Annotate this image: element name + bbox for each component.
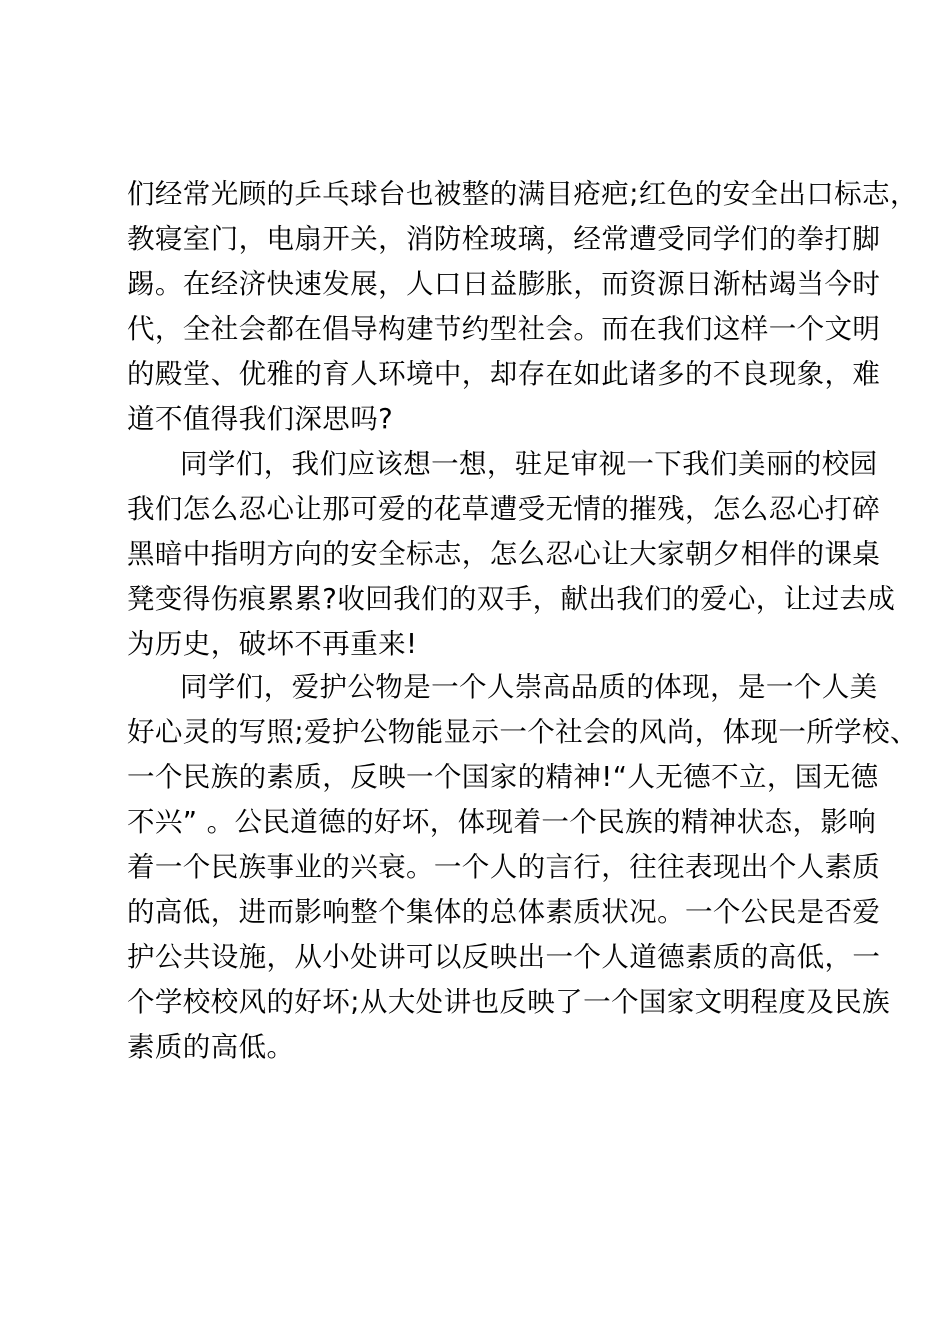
paragraph-1-line-4: 代，全社会都在倡导构建节约型社会。而在我们这样一个文明 [127,313,881,345]
paragraph-1-line-2: 教寝室门，电扇开关，消防栓玻璃，经常遭受同学们的拳打脚 [127,223,881,255]
paragraph-3-line-5: 着一个民族事业的兴衰。一个人的言行，往往表现出个人素质 [127,851,881,883]
paragraph-1-line-6: 道不值得我们深思吗? [127,403,394,435]
paragraph-2-line-3: 黑暗中指明方向的安全标志，怎么忍心让大家朝夕相伴的课桌 [127,538,881,570]
paragraph-1-line-5: 的殿堂、优雅的育人环境中，却存在如此诸多的不良现象，难 [127,358,881,390]
paragraph-2-line-5: 为历史，破坏不再重来! [127,628,418,660]
paragraph-3-line-8: 个学校校风的好坏;从大处讲也反映了一个国家文明程度及民族 [127,986,890,1018]
paragraph-2-line-1: 同学们，我们应该想一想，驻足审视一下我们美丽的校园 [180,448,878,480]
paragraph-3-line-4: 不兴” 。公民道德的好坏，体现着一个民族的精神状态，影响 [127,806,877,838]
paragraph-3-line-7: 护公共设施，从小处讲可以反映出一个人道德素质的高低，一 [127,941,881,973]
paragraph-2-line-4: 凳变得伤痕累累?收回我们的双手，献出我们的爱心，让过去成 [127,583,896,615]
paragraph-3-line-6: 的高低，进而影响整个集体的总体素质状况。一个公民是否爱 [127,896,881,928]
paragraph-3-line-2: 好心灵的写照;爱护公物能显示一个社会的风尚，体现一所学校、 [127,716,918,748]
paragraph-2-line-2: 我们怎么忍心让那可爱的花草遭受无情的摧残，怎么忍心打碎 [127,493,881,525]
paragraph-3-line-3: 一个民族的素质，反映一个国家的精神!“人无德不立，国无德 [127,761,879,793]
paragraph-3-line-1: 同学们，爱护公物是一个人崇高品质的体现，是一个人美 [180,671,878,703]
paragraph-1-line-1: 们经常光顾的乒乓球台也被整的满目疮疤;红色的安全出口标志， [127,178,918,210]
paragraph-3-line-9: 素质的高低。 [127,1031,295,1063]
paragraph-1-line-3: 踢。在经济快速发展，人口日益膨胀，而资源日渐枯竭当今时 [127,268,881,300]
